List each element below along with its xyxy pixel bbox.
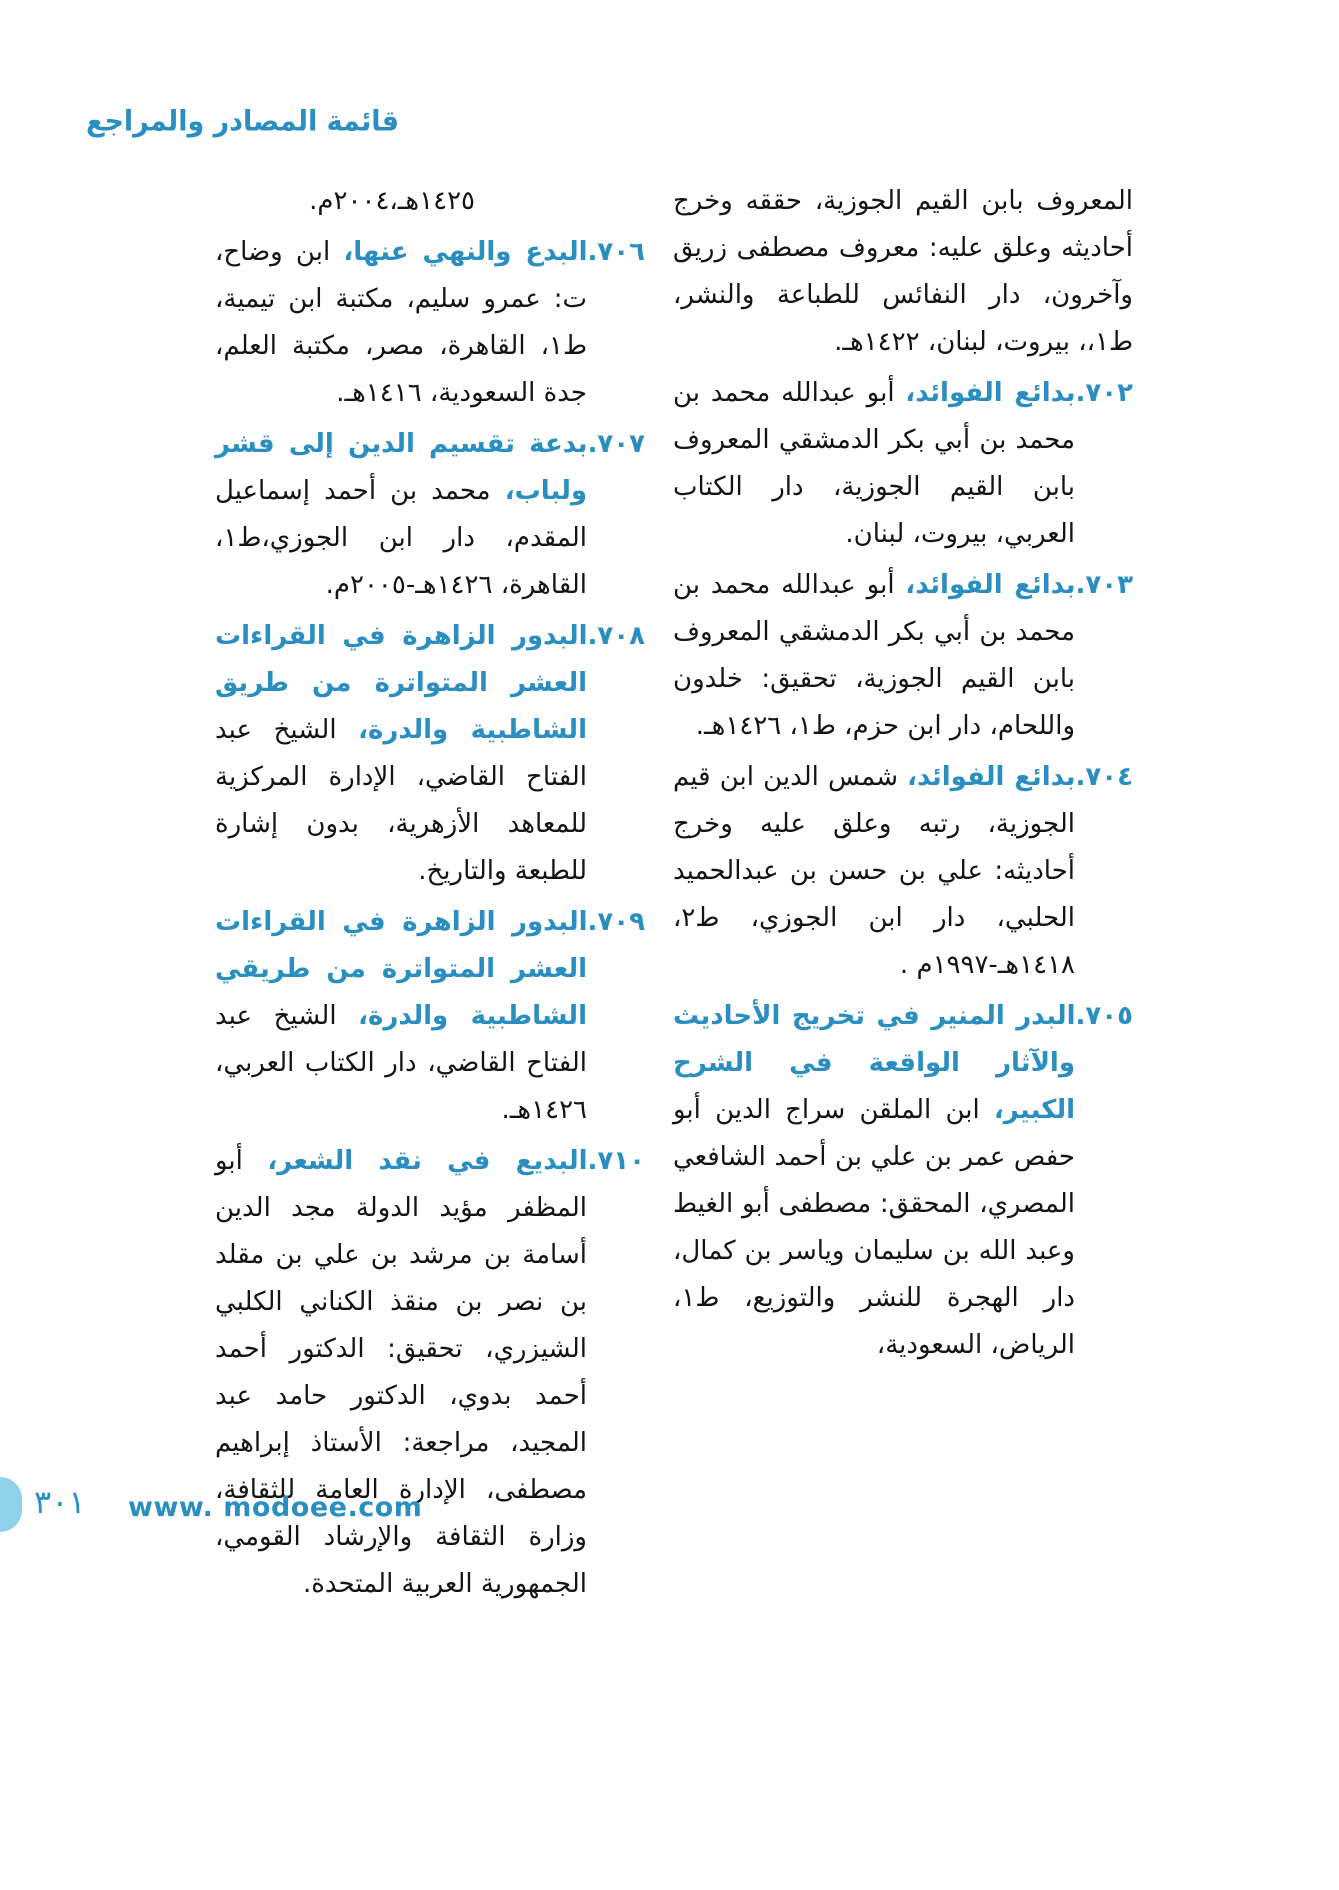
entry-title: البدور الزاهرة في القراءات العشر المتواترة من طريق الشاطبية والدرة، <box>215 621 588 745</box>
entry-number: ٧٠٨. <box>587 621 645 651</box>
column-right <box>673 178 1133 1373</box>
bibliography-entry <box>215 899 645 1134</box>
bibliography-entry <box>215 613 645 895</box>
bibliography-entry <box>215 421 645 609</box>
page-number: ٣٠١ <box>34 1483 86 1521</box>
entry-title: البدع والنهي عنها، <box>343 237 588 267</box>
entry-title: بدعة تقسيم الدين إلى قشر ولباب، <box>215 429 588 506</box>
entry-continuation: المعروف بابن القيم الجوزية، حققه وخرج أحاديثه وعلق عليه: معروف مصطفى زريق وآخرون، دار النفائس للطباعة والنشر، ط١،، بيروت، لبنان، ١٤٢٢هـ. <box>673 186 1133 357</box>
entry-text: شمس الدين ابن قيم الجوزية، رتبه وعلق عليه وخرج أحاديثه: علي بن حسن بن عبدالحميد الحلبي، دار ابن الجوزي، ط٢، ١٤١٨هـ-١٩٩٧م . <box>673 762 1075 980</box>
column-left <box>215 178 645 1612</box>
entry-number: ٧٠٤. <box>1075 762 1133 792</box>
entry-text: ابن وضاح، ت: عمرو سليم، مكتبة ابن تيمية، ط١، القاهرة، مصر، مكتبة العلم، جدة السعودية، ١٤١٦هـ. <box>215 237 587 408</box>
entry-number: ٧٠٣. <box>1075 570 1133 600</box>
bibliography-entry <box>673 370 1133 558</box>
entry-number: ٧٠٦. <box>587 237 645 267</box>
entry-number: ٧٠٧. <box>587 429 645 459</box>
entry-continuation: ١٤٢٥هـ،٢٠٠٤م. <box>309 186 475 216</box>
entry-text: الشيخ عبد الفتاح القاضي، الإدارة المركزية للمعاهد الأزهرية، بدون إشارة للطبعة والتاريخ. <box>215 715 587 886</box>
entry-text: محمد بن أحمد إسماعيل المقدم، دار ابن الجوزي،ط١، القاهرة، ١٤٢٦هـ-٢٠٠٥م. <box>215 476 587 600</box>
entry-title: بدائع الفوائد، <box>905 378 1076 408</box>
chapter-header-title: قائمة المصادر والمراجع <box>86 105 400 138</box>
entry-text: أبو المظفر مؤيد الدولة مجد الدين أسامة بن مرشد بن علي بن مقلد بن نصر بن منقذ الكناني الكلبي الشيزري، تحقيق: الدكتور أحمد أحمد بدوي، الدكتور حامد عبد المجيد، مراجعة: الأستاذ إبراهيم مصطفى، الإدارة العامة للثقافة، وزارة الثقافة والإرشاد القومي، الجمهورية العربية المتحدة. <box>215 1146 587 1599</box>
bibliography-entry <box>215 229 645 417</box>
page-content <box>215 178 1133 1612</box>
entry-title: البديع في نقد الشعر، <box>267 1146 588 1176</box>
entry-number: ٧٠٥. <box>1075 1001 1133 1031</box>
entry-title: بدائع الفوائد، <box>907 762 1076 792</box>
bibliography-entry <box>673 754 1133 989</box>
entry-text: ابن الملقن سراج الدين أبو حفص عمر بن علي بن أحمد الشافعي المصري، المحقق: مصطفى أبو الغيط وعبد الله بن سليمان وياسر بن كمال، دار الهجرة للنشر والتوزيع، ط١، الرياض، السعودية، <box>673 1095 1075 1360</box>
entry-number: ٧٠٩. <box>587 907 645 937</box>
page-edge-tab-ornament <box>0 1477 22 1532</box>
entry-text: أبو عبدالله محمد بن محمد بن أبي بكر الدمشقي المعروف بابن القيم الجوزية، دار الكتاب العربي، بيروت، لبنان. <box>673 378 1075 549</box>
entry-title: البدر المنير في تخريج الأحاديث والآثار الواقعة في الشرح الكبير، <box>673 1001 1076 1125</box>
entry-text: الشيخ عبد الفتاح القاضي، دار الكتاب العربي، ١٤٢٦هـ. <box>215 1001 587 1125</box>
bibliography-entry <box>215 1138 645 1608</box>
footer-url: www. modoee.com <box>128 1492 423 1523</box>
entry-text: أبو عبدالله محمد بن محمد بن أبي بكر الدمشقي المعروف بابن القيم الجوزية، تحقيق: خلدون واللحام، دار ابن حزم، ط١، ١٤٢٦هـ. <box>673 570 1075 741</box>
bibliography-entry <box>673 562 1133 750</box>
entry-number: ٧٠٢. <box>1075 378 1133 408</box>
bibliography-entry <box>673 993 1133 1369</box>
entry-title: البدور الزاهرة في القراءات العشر المتواترة من طريقي الشاطبية والدرة، <box>215 907 588 1031</box>
entry-title: بدائع الفوائد، <box>905 570 1076 600</box>
entry-number: ٧١٠. <box>587 1146 645 1176</box>
